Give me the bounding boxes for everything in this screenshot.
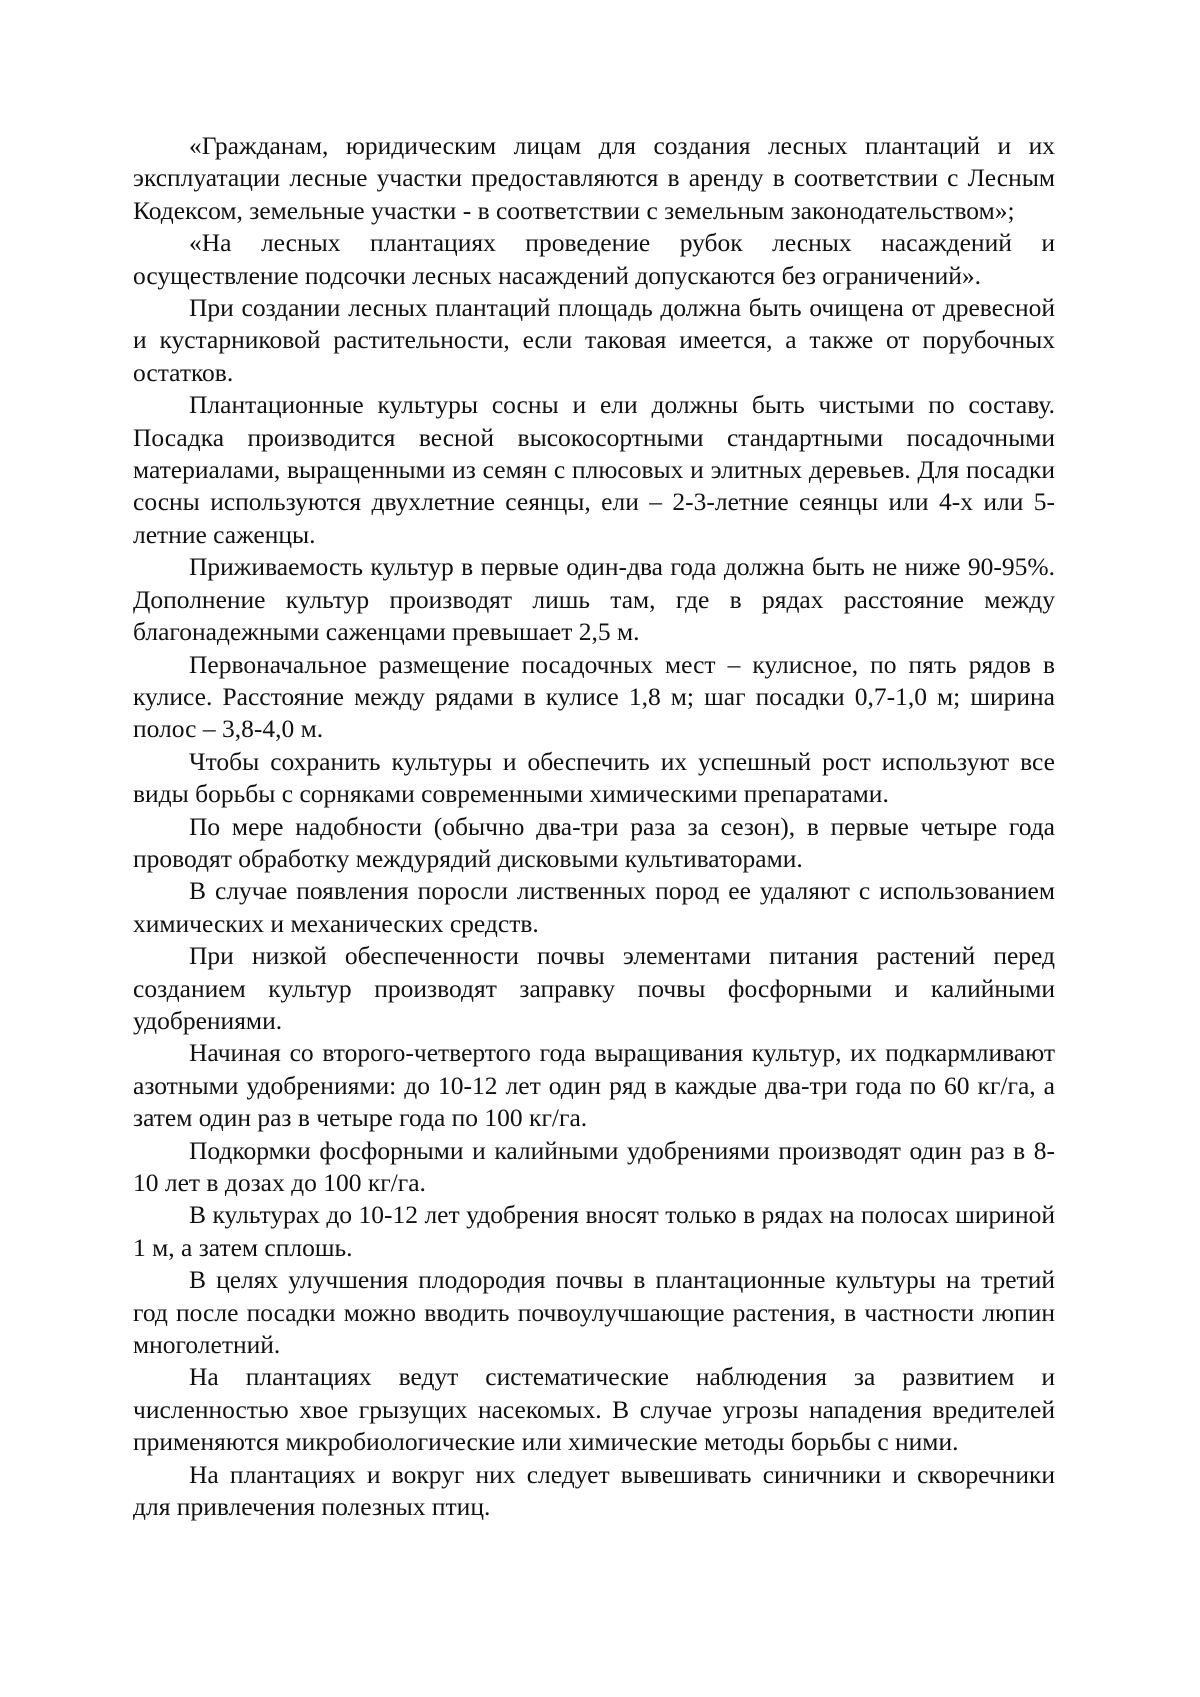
document-body	[133, 130, 1055, 1523]
paragraph-7: Чтобы сохранить культуры и обеспечить их успешный рост используют все виды борьбы с сорняками современными химическими препаратами.	[133, 746, 1055, 809]
paragraph-13: В культурах до 10-12 лет удобрения вносят только в рядах на полосах шириной 1 м, а затем сплошь.	[133, 1200, 1055, 1262]
paragraph-8: По мере надобности (обычно два-три раза за сезон), в первые четыре года проводят обработку междурядий дисковыми культиваторами.	[133, 811, 1055, 873]
paragraph-11: Начиная со второго-четвертого года выращивания культур, их подкармливают азотными удобрениями: до 10-12 лет один ряд в каждые два-три года по 60 кг/га, а затем один раз в четыре года по 100 кг/га.	[133, 1038, 1055, 1133]
paragraph-14: В целях улучшения плодородия почвы в плантационные культуры на третий год после посадки можно вводить почвоулучшающие растения, в частности люпин многолетний.	[133, 1265, 1055, 1360]
paragraph-6: Первоначальное размещение посадочных мест – кулисное, по пять рядов в кулисе. Расстояние между рядами в кулисе 1,8 м; шаг посадки 0,7-1,0 м; ширина полос – 3,8-4,0 м.	[133, 649, 1055, 744]
paragraph-1: «Гражданам, юридическим лицам для создания лесных плантаций и их эксплуатации лесные участки предоставляются в аренду в соответствии с Лесным Кодексом, земельные участки - в соответствии с земельным законодательством»;	[133, 131, 1055, 225]
paragraph-10: При низкой обеспеченности почвы элементами питания растений перед созданием культур производят заправку почвы фосфорными и калийными удобрениями.	[133, 941, 1055, 1035]
paragraph-12: Подкормки фосфорными и калийными удобрениями производят один раз в 8-10 лет в дозах до 100 кг/га.	[133, 1135, 1055, 1197]
paragraph-9: В случае появления поросли лиственных пород ее удаляют с использованием химических и механических средств.	[133, 876, 1055, 938]
paragraph-15: На плантациях ведут систематические наблюдения за развитием и численностью хвое грызущих насекомых. В случае угрозы нападения вредителей применяются микробиологические или химические методы борьбы с ними.	[133, 1362, 1055, 1457]
paragraph-4: Плантационные культуры сосны и ели должны быть чистыми по составу. Посадка производится весной высокосортными стандартными посадочными материалами, выращенными из семян с плюсовых и элитных деревьев. Для посадки сосны используются двухлетние сеянцы, ели – 2-3-летние сеянцы или 4-х или 5-летние саженцы.	[133, 390, 1055, 549]
paragraph-5: Приживаемость культур в первые один-два года должна быть не ниже 90-95%. Дополнение культур производят лишь там, где в рядах расстояние между благонадежными саженцами превышает 2,5 м.	[133, 552, 1055, 647]
paragraph-2: «На лесных плантациях проведение рубок лесных насаждений и осуществление подсочки лесных насаждений допускаются без ограничений».	[133, 228, 1055, 290]
paragraph-16: На плантациях и вокруг них следует вывешивать синичники и скворечники для привлечения полезных птиц.	[133, 1459, 1055, 1522]
paragraph-3: При создании лесных плантаций площадь должна быть очищена от древесной и кустарниковой растительности, если таковая имеется, а также от порубочных остатков.	[133, 293, 1055, 387]
